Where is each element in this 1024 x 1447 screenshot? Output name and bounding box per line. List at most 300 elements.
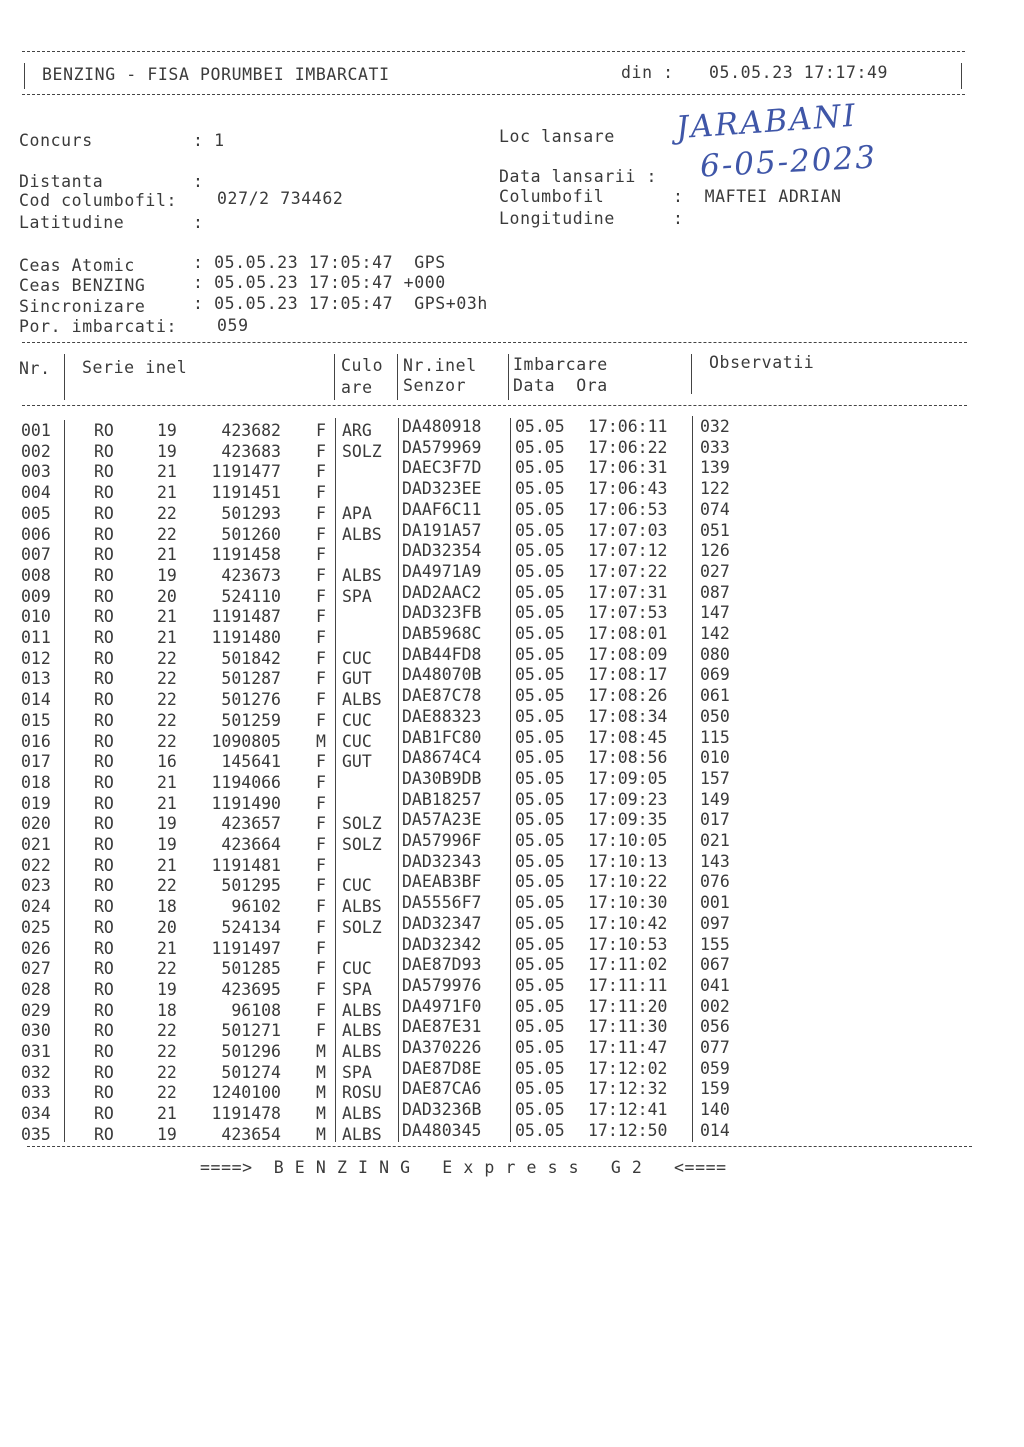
boarding-time: 17:10:42 bbox=[588, 913, 668, 933]
observation: 147 bbox=[700, 603, 730, 623]
body-divider-culoare bbox=[398, 418, 399, 1142]
sensor-ring-id: DAD32347 bbox=[402, 913, 482, 933]
ring-country: RO bbox=[94, 524, 114, 544]
ring-country: RO bbox=[94, 421, 114, 440]
boarding-time: 17:07:12 bbox=[588, 541, 668, 561]
sensor-ring-id: DAB5968C bbox=[402, 624, 482, 643]
pigeon-color: CUC bbox=[342, 648, 372, 668]
boarding-time: 17:11:20 bbox=[588, 996, 668, 1016]
ring-country: RO bbox=[94, 814, 114, 834]
ring-country: RO bbox=[94, 979, 114, 999]
pigeon-sex: F bbox=[316, 1021, 326, 1041]
pigeon-color: ALBS bbox=[342, 897, 382, 917]
pigeon-sex: M bbox=[316, 731, 326, 751]
boarding-time: 17:12:02 bbox=[588, 1058, 668, 1078]
row-number: 016 bbox=[21, 731, 51, 751]
pigeon-sex: F bbox=[316, 1000, 326, 1020]
sensor-ring-id: DA48070B bbox=[402, 665, 482, 685]
boarding-date: 05.05 bbox=[515, 603, 565, 623]
observation: 061 bbox=[700, 686, 730, 706]
boarding-time: 17:08:56 bbox=[588, 748, 668, 768]
ring-number: 423695 bbox=[221, 979, 281, 999]
ceas-atomic-label: Ceas Atomic bbox=[19, 256, 135, 275]
ring-year: 21 bbox=[157, 938, 177, 958]
ring-country: RO bbox=[94, 752, 114, 772]
boarding-date: 05.05 bbox=[515, 665, 565, 685]
observation: 017 bbox=[700, 810, 730, 830]
row-number: 028 bbox=[21, 979, 51, 999]
pigeon-sex: F bbox=[316, 441, 326, 461]
ceas-benzing-value: : 05.05.23 17:05:47 +000 bbox=[193, 273, 446, 292]
ring-year: 22 bbox=[157, 669, 177, 689]
row-number: 035 bbox=[21, 1124, 51, 1144]
sensor-ring-id: DA4971F0 bbox=[402, 996, 482, 1016]
ceas-atomic-value: : 05.05.23 17:05:47 GPS bbox=[193, 253, 446, 272]
longitudine-value: : bbox=[673, 209, 684, 228]
row-number: 019 bbox=[21, 793, 51, 813]
observation: 033 bbox=[700, 437, 730, 457]
ring-year: 21 bbox=[157, 1104, 177, 1124]
boarding-time: 17:12:32 bbox=[588, 1079, 668, 1099]
sensor-ring-id: DAB18257 bbox=[402, 789, 482, 809]
pigeon-color: ROSU bbox=[342, 1083, 382, 1103]
sensor-ring-id: DAD2AAC2 bbox=[402, 582, 482, 602]
row-number: 003 bbox=[21, 462, 51, 482]
boarding-date: 05.05 bbox=[515, 479, 565, 499]
sensor-ring-id: DAD323FB bbox=[402, 603, 482, 623]
ring-country: RO bbox=[94, 917, 114, 937]
observation: 143 bbox=[700, 851, 730, 871]
sensor-ring-id: DA579976 bbox=[402, 975, 482, 995]
boarding-date: 05.05 bbox=[515, 624, 565, 643]
pigeon-sex: M bbox=[316, 1042, 326, 1061]
row-number: 025 bbox=[21, 917, 51, 937]
sensor-ring-id: DAAF6C11 bbox=[402, 499, 482, 519]
pigeon-color: APA bbox=[342, 503, 372, 523]
boarding-date: 05.05 bbox=[515, 561, 565, 581]
distanta-label: Distanta bbox=[19, 172, 104, 191]
ring-number: 1191480 bbox=[211, 628, 281, 647]
row-number: 033 bbox=[21, 1083, 51, 1103]
row-number: 012 bbox=[21, 648, 51, 668]
row-number: 006 bbox=[21, 524, 51, 544]
pigeon-color: CUC bbox=[342, 710, 372, 730]
boarding-time: 17:08:01 bbox=[588, 624, 668, 643]
sensor-ring-id: DAE87CA6 bbox=[402, 1079, 482, 1099]
pigeon-color: ALBS bbox=[342, 1042, 382, 1061]
ring-year: 22 bbox=[157, 1083, 177, 1103]
observation: 067 bbox=[700, 955, 730, 975]
sensor-ring-id: DA8674C4 bbox=[402, 748, 482, 768]
distanta-value: : bbox=[193, 172, 204, 191]
sincronizare-value: : 05.05.23 17:05:47 GPS+03h bbox=[193, 294, 488, 313]
pigeon-sex: F bbox=[316, 648, 326, 668]
sensor-ring-id: DAE87D93 bbox=[402, 955, 482, 975]
ring-number: 96108 bbox=[231, 1000, 281, 1020]
column-culoare-bottom: are bbox=[341, 378, 373, 397]
column-observatii: Observatii bbox=[709, 353, 815, 372]
ring-number: 96102 bbox=[231, 897, 281, 917]
sensor-ring-id: DAB44FD8 bbox=[402, 644, 482, 664]
ring-number: 501293 bbox=[221, 503, 281, 523]
observation: 069 bbox=[700, 665, 730, 685]
observation: 157 bbox=[700, 768, 730, 788]
pigeon-sex: F bbox=[316, 917, 326, 937]
boarding-date: 05.05 bbox=[515, 913, 565, 933]
boarding-time: 17:07:31 bbox=[588, 582, 668, 602]
ring-year: 18 bbox=[157, 897, 177, 917]
pigeon-color: ALBS bbox=[342, 1000, 382, 1020]
ring-country: RO bbox=[94, 483, 114, 503]
pigeon-sex: F bbox=[316, 710, 326, 730]
ring-country: RO bbox=[94, 1021, 114, 1041]
pigeon-color: ALBS bbox=[342, 565, 382, 585]
pigeon-sex: F bbox=[316, 876, 326, 896]
columbofil-label: Columbofil bbox=[499, 187, 605, 206]
ring-country: RO bbox=[94, 648, 114, 668]
ring-number: 501274 bbox=[221, 1062, 281, 1082]
header-left-border bbox=[24, 63, 25, 89]
ring-year: 21 bbox=[157, 483, 177, 503]
row-number: 005 bbox=[21, 503, 51, 523]
boarding-date: 05.05 bbox=[515, 893, 565, 913]
ring-year: 20 bbox=[157, 917, 177, 937]
pigeon-color: SOLZ bbox=[342, 814, 382, 834]
body-divider-serie bbox=[335, 418, 336, 1142]
ring-number: 423673 bbox=[221, 565, 281, 585]
boarding-time: 17:06:53 bbox=[588, 499, 668, 519]
boarding-date: 05.05 bbox=[515, 706, 565, 726]
sensor-ring-id: DA191A57 bbox=[402, 520, 482, 540]
ring-country: RO bbox=[94, 1083, 114, 1103]
row-number: 021 bbox=[21, 835, 51, 854]
observation: 001 bbox=[700, 893, 730, 913]
pigeon-color: ALBS bbox=[342, 524, 382, 544]
boarding-time: 17:10:13 bbox=[588, 851, 668, 871]
column-serie-inel: Serie inel bbox=[82, 358, 188, 377]
porumbei-imbarcati-label: Por. imbarcati: bbox=[19, 317, 178, 336]
pigeon-sex: F bbox=[316, 938, 326, 958]
sensor-ring-id: DAE87D8E bbox=[402, 1058, 482, 1078]
ring-country: RO bbox=[94, 731, 114, 751]
header-divider-imbarcare bbox=[691, 354, 692, 394]
column-imbarcare: Imbarcare bbox=[513, 355, 608, 374]
pigeon-sex: F bbox=[316, 897, 326, 917]
latitudine-label: Latitudine bbox=[19, 213, 125, 232]
ring-country: RO bbox=[94, 607, 114, 627]
cod-columbofil-label: Cod columbofil: bbox=[19, 191, 178, 210]
ring-country: RO bbox=[94, 876, 114, 896]
sensor-ring-id: DAD32343 bbox=[402, 851, 482, 871]
pigeon-sex: F bbox=[316, 524, 326, 544]
row-number: 031 bbox=[21, 1042, 51, 1061]
header-divider-nr bbox=[64, 354, 65, 400]
cod-columbofil-value: 027/2 734462 bbox=[217, 189, 344, 208]
pigeon-sex: F bbox=[316, 752, 326, 772]
ring-number: 1191487 bbox=[211, 607, 281, 627]
ring-country: RO bbox=[94, 959, 114, 979]
ring-number: 1090805 bbox=[211, 731, 281, 751]
observation: 159 bbox=[700, 1079, 730, 1099]
body-divider-senzor bbox=[510, 418, 511, 1142]
observation: 050 bbox=[700, 706, 730, 726]
row-number: 029 bbox=[21, 1000, 51, 1020]
header-divider-senzor bbox=[508, 354, 509, 400]
ring-number: 501271 bbox=[221, 1021, 281, 1041]
ring-number: 1194066 bbox=[211, 772, 281, 792]
boarding-time: 17:11:47 bbox=[588, 1038, 668, 1057]
observation: 074 bbox=[700, 499, 730, 519]
ring-number: 1191490 bbox=[211, 793, 281, 813]
ring-year: 21 bbox=[157, 545, 177, 565]
pigeon-color: GUT bbox=[342, 669, 372, 689]
loc-lansare-handwritten: JARABANI bbox=[674, 97, 859, 147]
pigeon-sex: F bbox=[316, 545, 326, 565]
boarding-date: 05.05 bbox=[515, 810, 565, 830]
concurs-value: : 1 bbox=[193, 131, 225, 150]
sensor-ring-id: DAB1FC80 bbox=[402, 727, 482, 747]
ring-number: 1191481 bbox=[211, 855, 281, 875]
sensor-ring-id: DA57A23E bbox=[402, 810, 482, 830]
ring-number: 145641 bbox=[221, 752, 281, 772]
boarding-time: 17:10:05 bbox=[588, 831, 668, 850]
row-number: 007 bbox=[21, 545, 51, 565]
latitudine-value: : bbox=[193, 213, 204, 232]
pigeon-color: CUC bbox=[342, 731, 372, 751]
observation: 155 bbox=[700, 934, 730, 954]
ring-country: RO bbox=[94, 855, 114, 875]
pigeon-color: ARG bbox=[342, 421, 372, 440]
boarding-date: 05.05 bbox=[515, 768, 565, 788]
pigeon-color: ALBS bbox=[342, 1104, 382, 1124]
boarding-date: 05.05 bbox=[515, 831, 565, 850]
body-divider-nr bbox=[64, 420, 65, 1142]
boarding-date: 05.05 bbox=[515, 499, 565, 519]
row-number: 013 bbox=[21, 669, 51, 689]
boarding-time: 17:10:30 bbox=[588, 893, 668, 913]
sensor-ring-id: DAE88323 bbox=[402, 706, 482, 726]
boarding-date: 05.05 bbox=[515, 872, 565, 892]
boarding-date: 05.05 bbox=[515, 541, 565, 561]
ring-year: 22 bbox=[157, 710, 177, 730]
boarding-date: 05.05 bbox=[515, 644, 565, 664]
boarding-time: 17:06:43 bbox=[588, 479, 668, 499]
print-date-value: 05.05.23 17:17:49 bbox=[709, 63, 889, 82]
sensor-ring-id: DA480345 bbox=[402, 1120, 482, 1140]
header-right-border bbox=[961, 63, 962, 89]
boarding-date: 05.05 bbox=[515, 437, 565, 457]
ceas-benzing-label: Ceas BENZING bbox=[19, 276, 146, 295]
sincronizare-label: Sincronizare bbox=[19, 297, 146, 316]
data-lansarii-label: Data lansarii : bbox=[499, 167, 658, 186]
row-number: 002 bbox=[21, 441, 51, 461]
print-date-label: din : bbox=[621, 63, 674, 82]
data-lansarii-handwritten: 6-05-2023 bbox=[699, 139, 878, 185]
ring-year: 22 bbox=[157, 1062, 177, 1082]
row-number: 032 bbox=[21, 1062, 51, 1082]
ring-number: 501842 bbox=[221, 648, 281, 668]
pigeon-sex: F bbox=[316, 814, 326, 834]
ring-year: 21 bbox=[157, 855, 177, 875]
pigeon-color: SPA bbox=[342, 1062, 372, 1082]
ring-year: 19 bbox=[157, 814, 177, 834]
boarding-time: 17:06:11 bbox=[588, 417, 668, 436]
boarding-time: 17:10:22 bbox=[588, 872, 668, 892]
boarding-time: 17:09:23 bbox=[588, 789, 668, 809]
ring-year: 20 bbox=[157, 586, 177, 606]
observation: 010 bbox=[700, 748, 730, 768]
ring-number: 524110 bbox=[221, 586, 281, 606]
observation: 080 bbox=[700, 644, 730, 664]
ring-number: 1191477 bbox=[211, 462, 281, 482]
ring-year: 21 bbox=[157, 607, 177, 627]
row-number: 027 bbox=[21, 959, 51, 979]
pigeon-color: ALBS bbox=[342, 1021, 382, 1041]
header-top-rule bbox=[22, 51, 965, 52]
ring-country: RO bbox=[94, 1042, 114, 1061]
boarding-time: 17:08:34 bbox=[588, 706, 668, 726]
ring-year: 21 bbox=[157, 628, 177, 647]
boarding-time: 17:07:22 bbox=[588, 561, 668, 581]
pigeon-sex: F bbox=[316, 565, 326, 585]
sensor-ring-id: DAEC3F7D bbox=[402, 458, 482, 478]
observation: 097 bbox=[700, 913, 730, 933]
footer-branding: ====> B E N Z I N G E x p r e s s G 2 <==== bbox=[200, 1158, 727, 1177]
body-divider-imbarcare bbox=[692, 416, 693, 1142]
observation: 032 bbox=[700, 417, 730, 436]
ring-number: 501296 bbox=[221, 1042, 281, 1061]
pigeon-sex: F bbox=[316, 835, 326, 854]
ring-number: 501285 bbox=[221, 959, 281, 979]
ring-number: 501295 bbox=[221, 876, 281, 896]
ring-number: 501259 bbox=[221, 710, 281, 730]
sensor-ring-id: DA4971A9 bbox=[402, 561, 482, 581]
sensor-ring-id: DAD3236B bbox=[402, 1100, 482, 1120]
ring-year: 21 bbox=[157, 793, 177, 813]
column-culoare-top: Culo bbox=[341, 356, 384, 375]
boarding-date: 05.05 bbox=[515, 520, 565, 540]
row-number: 018 bbox=[21, 772, 51, 792]
concurs-label: Concurs bbox=[19, 131, 93, 150]
pigeon-sex: F bbox=[316, 772, 326, 792]
ring-country: RO bbox=[94, 503, 114, 523]
boarding-time: 17:08:09 bbox=[588, 644, 668, 664]
sensor-ring-id: DA370226 bbox=[402, 1038, 482, 1057]
observation: 041 bbox=[700, 975, 730, 995]
table-header-top-rule bbox=[22, 342, 967, 343]
boarding-time: 17:06:22 bbox=[588, 437, 668, 457]
header-bottom-rule bbox=[22, 94, 965, 95]
boarding-date: 05.05 bbox=[515, 1058, 565, 1078]
pigeon-sex: F bbox=[316, 607, 326, 627]
ring-country: RO bbox=[94, 772, 114, 792]
pigeon-sex: M bbox=[316, 1104, 326, 1124]
boarding-time: 17:11:30 bbox=[588, 1017, 668, 1037]
table-bottom-rule bbox=[27, 1146, 972, 1147]
boarding-date: 05.05 bbox=[515, 851, 565, 871]
boarding-date: 05.05 bbox=[515, 996, 565, 1016]
boarding-date: 05.05 bbox=[515, 1120, 565, 1140]
pigeon-color: ALBS bbox=[342, 1124, 382, 1144]
pigeon-sex: F bbox=[316, 462, 326, 482]
ring-country: RO bbox=[94, 897, 114, 917]
sensor-ring-id: DAE87E31 bbox=[402, 1017, 482, 1037]
column-senzor: Senzor bbox=[403, 376, 467, 395]
ring-year: 22 bbox=[157, 876, 177, 896]
ring-year: 19 bbox=[157, 565, 177, 585]
row-number: 015 bbox=[21, 710, 51, 730]
boarding-date: 05.05 bbox=[515, 1079, 565, 1099]
boarding-date: 05.05 bbox=[515, 1038, 565, 1057]
observation: 140 bbox=[700, 1100, 730, 1120]
observation: 139 bbox=[700, 458, 730, 478]
ring-year: 22 bbox=[157, 690, 177, 710]
row-number: 022 bbox=[21, 855, 51, 875]
sensor-ring-id: DAEAB3BF bbox=[402, 872, 482, 892]
observation: 059 bbox=[700, 1058, 730, 1078]
pigeon-color: GUT bbox=[342, 752, 372, 772]
sensor-ring-id: DA5556F7 bbox=[402, 893, 482, 913]
row-number: 004 bbox=[21, 483, 51, 503]
ring-country: RO bbox=[94, 938, 114, 958]
ring-country: RO bbox=[94, 1000, 114, 1020]
pigeon-color: SOLZ bbox=[342, 441, 382, 461]
document-title: BENZING - FISA PORUMBEI IMBARCATI bbox=[42, 65, 390, 84]
row-number: 023 bbox=[21, 876, 51, 896]
pigeon-sex: F bbox=[316, 483, 326, 503]
ring-country: RO bbox=[94, 835, 114, 854]
boarding-time: 17:07:03 bbox=[588, 520, 668, 540]
table-header-bottom-rule bbox=[22, 405, 967, 406]
pigeon-color: SPA bbox=[342, 979, 372, 999]
ring-year: 22 bbox=[157, 959, 177, 979]
boarding-time: 17:09:05 bbox=[588, 768, 668, 788]
boarding-time: 17:08:45 bbox=[588, 727, 668, 747]
ring-year: 22 bbox=[157, 1021, 177, 1041]
pigeon-color: SPA bbox=[342, 586, 372, 606]
ring-number: 1191497 bbox=[211, 938, 281, 958]
ring-year: 22 bbox=[157, 731, 177, 751]
row-number: 001 bbox=[21, 421, 51, 440]
ring-year: 21 bbox=[157, 462, 177, 482]
observation: 122 bbox=[700, 479, 730, 499]
row-number: 034 bbox=[21, 1104, 51, 1124]
boarding-time: 17:08:26 bbox=[588, 686, 668, 706]
pigeon-sex: F bbox=[316, 628, 326, 647]
ring-country: RO bbox=[94, 710, 114, 730]
sensor-ring-id: DAD323EE bbox=[402, 479, 482, 499]
boarding-date: 05.05 bbox=[515, 934, 565, 954]
row-number: 014 bbox=[21, 690, 51, 710]
pigeon-sex: F bbox=[316, 959, 326, 979]
observation: 002 bbox=[700, 996, 730, 1016]
boarding-time: 17:11:02 bbox=[588, 955, 668, 975]
ring-year: 22 bbox=[157, 503, 177, 523]
boarding-date: 05.05 bbox=[515, 975, 565, 995]
loc-lansare-label: Loc lansare bbox=[499, 127, 615, 146]
ring-year: 19 bbox=[157, 979, 177, 999]
ring-number: 1191478 bbox=[211, 1104, 281, 1124]
pigeon-sex: F bbox=[316, 793, 326, 813]
ring-country: RO bbox=[94, 669, 114, 689]
observation: 087 bbox=[700, 582, 730, 602]
observation: 014 bbox=[700, 1120, 730, 1140]
sensor-ring-id: DA57996F bbox=[402, 831, 482, 850]
boarding-date: 05.05 bbox=[515, 417, 565, 436]
observation: 027 bbox=[700, 561, 730, 581]
ring-country: RO bbox=[94, 565, 114, 585]
sensor-ring-id: DAD32354 bbox=[402, 541, 482, 561]
